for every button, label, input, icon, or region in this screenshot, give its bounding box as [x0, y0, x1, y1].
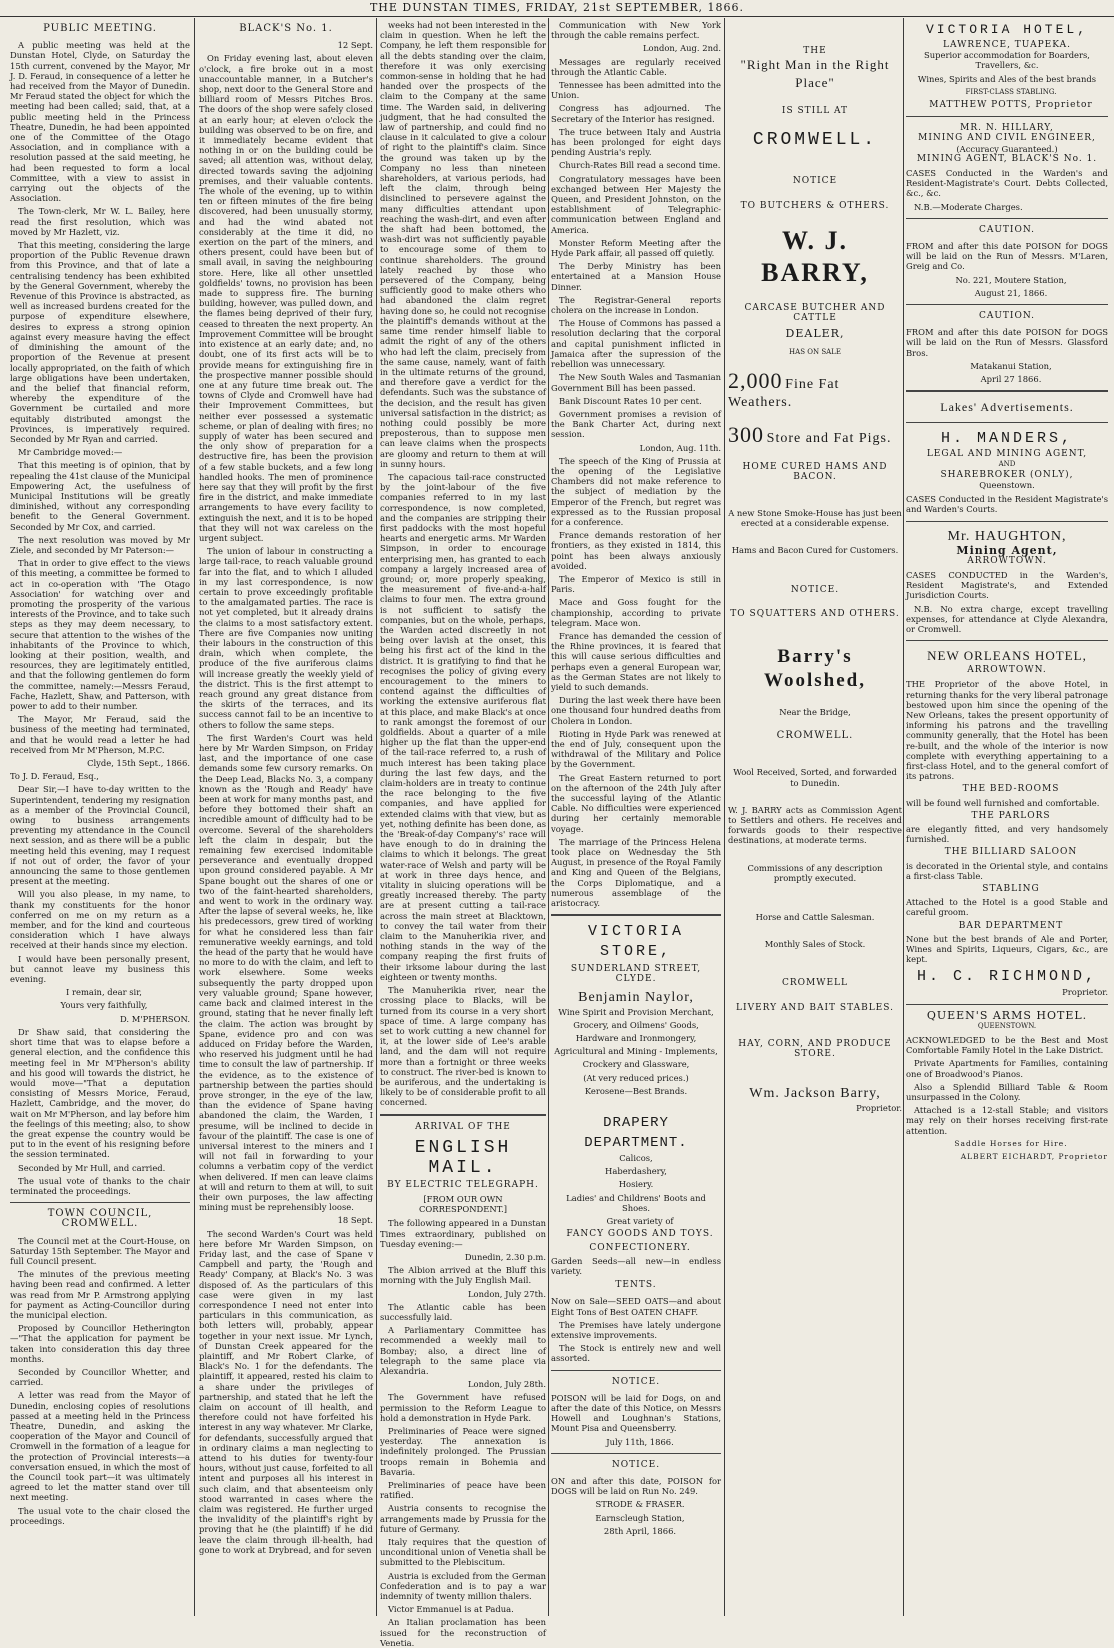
paragraph: France demands restoration of her frontiers, as they existed in 1814, this point has been always anxiously avoided. [551, 530, 721, 571]
queens-arms-title: QUEEN'S ARMS HOTEL. [926, 1008, 1088, 1022]
divider [906, 422, 1108, 423]
hillary-nb: N.B.—Moderate Charges. [914, 201, 1023, 212]
barry-name: W. J. BARRY, [761, 225, 869, 287]
paragraph: Austria consents to recognise the arrangements made by Prussia for the future of Germany. [380, 1503, 546, 1534]
spacer [728, 989, 902, 1003]
barry-signature: Wm. Jackson Barry, [749, 1086, 881, 1102]
divider [906, 1004, 1108, 1005]
caution-2-title: CAUTION. [978, 311, 1036, 322]
paragraph: Haberdashery, [605, 1166, 667, 1177]
spacer [728, 92, 902, 106]
paragraph: Congratulatory messages have been exchanged between Her Majesty the Queen, and President Johnston, on the establishment of Telegraphic-communication between England and America. [551, 173, 721, 235]
dealer: DEALER, [785, 327, 845, 341]
paragraph: Will you also please, in my name, to thank my constituents for the honor conferred on me on my return as a member, and for the kind and courteous consideration which I have always received at their hands since my election. [10, 889, 190, 951]
mail-dateline: Dunedin, 2.30 p.m. [464, 1251, 546, 1262]
variety-1: Great variety of [606, 1216, 674, 1227]
hams-cured: Hams and Bacon Cured for Customers. [731, 545, 899, 556]
mail-date-jul28: London, July 28th. [467, 1379, 546, 1390]
paragraph: Dear Sir,—I have to-day written to the Superintendent, tendering my resignation as a member of the Provincial Council, owing to business arrangements preventing my attendance in the Council next session, and as there will be a public meeting held this evening, may I request if not out of order, the favor of your announcing the same to those gentlemen present at the meeting. [10, 784, 190, 887]
paragraph: Preliminaries of peace have been ratified. [380, 1480, 546, 1501]
spacer [728, 448, 902, 462]
paragraph: Crockery and Glassware, [582, 1059, 690, 1070]
paragraph: The marriage of the Princess Helena took place on Wednesday the 5th August, in presence of the Royal Family and King and Queen of the Belgians, the Corps Diplomatique, and a numerous assemblage of the aristocracy. [551, 836, 721, 909]
paragraph: Bank Discount Rates 10 per cent. [559, 395, 702, 406]
hillary-title: MINING AND CIVIL ENGINEER, [918, 133, 1096, 144]
bedrooms-heading: THE BED-ROOMS [962, 784, 1060, 795]
spacer [728, 925, 902, 939]
billiard-body: is decorated in the Oriental style, and contains a first-class Table. [906, 860, 1108, 881]
paragraph: The Emperor of Mexico is still in Paris. [551, 573, 721, 595]
paragraph: A Parliamentary Committee has recommended a weekly mail to Bombay; also, a direct line of telegraph to the same place via Alexandria. [380, 1325, 546, 1376]
drapery-title: DRAPERY DEPARTMENT. [584, 1115, 688, 1152]
spacer [728, 559, 902, 585]
paragraph: Preliminaries of Peace were signed yesterday. The annexation is indefinitely prolonged. The Prussian troops remain in Bohemia and Bavaria. [380, 1426, 546, 1477]
blacks-date-2: 18 Sept. [337, 1215, 373, 1226]
hillary-name: MR. N. HILLARY, [960, 123, 1054, 134]
paragraph: The Great Eastern returned to port on the afternoon of the 24th July after the successful laying of the Atlantic Cable. No difficulties were experienced during her certainly memorable voyage. [551, 772, 721, 834]
town-council-heading: TOWN COUNCIL, CROMWELL. [47, 1208, 153, 1230]
column-rule [376, 18, 377, 1616]
notice-1-date: July 11th, 1866. [606, 1436, 674, 1447]
pigs-count: 300 [728, 421, 764, 447]
divider [906, 640, 1108, 641]
mail-arrival: The Albion arrived at the Bluff this morning with the July English Mail. [380, 1265, 546, 1286]
column-5 [728, 20, 902, 1615]
variety-2: FANCY GOODS AND TOYS. [566, 1229, 714, 1240]
paragraph: That this meeting, considering the large proportion of the Public Revenue drawn from this Province, and that of late a centralising tendency has been exhibited by the General Government, whereby the Revenue of this Province is abstracted, as well as increased burdens created for the purpose of expenditure elsewhere, desires to express a strong opinion against every measure having the effect of diminishing the amount of the proportion of the Revenue at present locally appropriated, on the faith of which large obligations have been undertaken, and the belief that financial reform, whereby the expenditure of the Government be curtailed and more equitably distributed amongst the Provinces, is imperatively required. Seconded by Mr Ryan and carried. [10, 240, 190, 444]
mail-continued [551, 20, 721, 40]
column-3 [380, 20, 546, 1648]
paragraph: The usual vote of thanks to the chair terminated the proceedings. [10, 1175, 190, 1196]
column-6 [906, 20, 1108, 1615]
paragraph: Italy requires that the question of unconditional union of Venetia shall be submitted to the Plebiscitum. [380, 1537, 546, 1568]
paragraph: weeks had not been interested in the claim in question. When he left the Company, he left them responsible for all the debts standing over the claim, therefore it was only exercising common-sense in holding that he had handed over the prospects of the claim to the Company at the same time. The Warden said, in delivering judgment, that he had consulted the law of partnership, and could find no clause in it calculated to give a colour of right to the plaintiff's claim. Since the ground was taken up by the Company no less than nineteen shareholders, at various periods, had left the claim, through being disinclined to persevere against the many difficulties attendant upon reaching the wash-dirt, and even after the shaft had been bottomed, the wash-dirt was not sufficiently payable to encourage some of them to continue shareholders. The ground lately reached by those who persevered of the Company, being sufficiently good to make others who had abandoned the claim regret having done so, he could not recognise the plaintiff's demands without at the same time render himself liable to admit the right of any of the others who had left the claim, precisely from the same cause, namely, want of faith in the ultimate returns of the ground, and therefore gave a verdict for the defendants. Such was the substance of the decision, and the result has given universal satisfaction in the district; as nothing could possibly be more preposterous, than to suppose men can leave claims when the prospects are gloomy and return to them at will in sunny hours. [380, 20, 546, 469]
divider [10, 1202, 190, 1203]
paragraph: Mace and Goss fought for the championship, according to private telegram. Mace won. [551, 597, 721, 628]
paragraph: The usual vote to the chair closed the proceedings. [10, 1505, 190, 1526]
haughton-title: Mining Agent, [956, 543, 1058, 557]
billiard-heading: THE BILLIARD SALOON [944, 847, 1078, 858]
victoria-hotel-body: Superior accommodation for Boarders, Travellers, &c. [924, 50, 1090, 71]
mail-correspondent: [FROM OUR OWN CORRESPONDENT.] [418, 1193, 507, 1215]
paragraph: Ladies' and Childrens' Boots and Shoes. [566, 1192, 706, 1213]
paragraph: A letter was read from the Mayor of Dunedin, enclosing copies of resolutions passed at a meeting held in the Princess Theatre, Dunedin, and asking the cooperation of the Mayor and Council of Cromwell in the formation of a league for the protection of Provincial interests—a conversation ensued, in which the most of the Council took part—it was ultimately agreed to let the matter stand over till next meeting. [10, 1390, 190, 1503]
manders-title: LEGAL AND MINING AGENT, [926, 449, 1088, 460]
paragraph: The Council met at the Court-House, on Saturday 15th September. The Mayor and full Council present. [10, 1235, 190, 1266]
garden-seeds: Garden Seeds—all new—in endless variety. [551, 1255, 721, 1276]
column-rule [548, 18, 549, 1616]
caution-1-date: August 21, 1866. [974, 287, 1048, 298]
blacks-body-1 [199, 53, 373, 1212]
victoria-store-owner: Benjamin Naylor, [578, 989, 694, 1005]
paragraph: Agricultural and Mining - Implements, [554, 1046, 718, 1057]
haughton-name: Mr. HAUGHTON, [947, 528, 1067, 544]
caution-1-title: CAUTION. [978, 224, 1036, 235]
mail-date-aug2: London, Aug. 2nd. [643, 43, 721, 54]
victoria-store-lines [551, 1007, 721, 1096]
victoria-hotel-wines: Wines, Spirits and Ales of the best brands [917, 73, 1097, 84]
divider [906, 390, 1108, 392]
new-orleans-title: NEW ORLEANS HOTEL, [927, 648, 1087, 664]
stabling-heading: STABLING [982, 883, 1040, 894]
parlors-heading: THE PARLORS [971, 810, 1051, 821]
hay-corn-store: HAY, CORN, AND PRODUCE STORE. [738, 1038, 892, 1060]
letter-addressee: To J. D. Feraud, Esq., [10, 771, 99, 782]
masthead [0, 0, 1114, 17]
spacer [728, 595, 902, 609]
mail-intro: The following appeared in a Dunstan Times extraordinary, published on Tuesday evening:— [380, 1218, 546, 1249]
spacer [728, 289, 902, 303]
spacer [728, 693, 902, 707]
public-meeting-body [10, 40, 190, 755]
paragraph: The Manuherikia river, near the crossing place to Blacks, will be turned from its course in a very short space of time. A large company has set to work cutting a new channel for it, at the lower side of Lee's arable land, and the dam will not require more than a fortnight or three weeks to construct. The river-bed is known to be auriferous, and the undertaking is likely to be of considerable profit to all concerned. [380, 985, 546, 1108]
near-the-bridge: Near the Bridge, [779, 707, 851, 718]
paragraph: Dr Shaw said, that considering the short time that was to elapse before a general election, and the confidence this meeting feel in Mr M'Pherson's ability and his good will towards the district, he would move—"That a deputation consisting of Messrs Morice, Feraud, Hazlett, Cambridge, and the mover, do wait on Mr M'Pherson, and lay before him the feelings of this meeting; also, to show the great expense the country would be put to in the event of his resigning before the session terminated. [10, 1026, 190, 1160]
paragraph: The Derby Ministry has been entertained at a Mansion House Dinner. [551, 261, 721, 292]
divider [380, 1114, 546, 1116]
new-orleans-body: THE Proprietor of the above Hotel, in returning thanks for the very liberal patronage bestowed upon him since the opening of the New Orleans, takes the present opportunity of informing his patrons and the travelling community generally, that the Hotel has been re-built, and the whole of the interior is now complete with everything appertaining to a first-class Hotel, and to the general comfort of its patrons. [906, 679, 1108, 782]
cromwell-heading-1: CROMWELL. [752, 130, 878, 151]
notice-heading-2: NOTICE. [790, 584, 840, 595]
has-on-sale: HAS ON SALE [789, 348, 841, 357]
paragraph: France has demanded the cession of the Rhine provinces, it is feared that this will cause serious difficulties and perhaps even a general European war, as the German States are not likely to yield to such demands. [551, 630, 721, 692]
barry-the: THE [803, 46, 827, 56]
paragraph: Mr Cambridge moved:— [18, 447, 123, 458]
spacer [728, 20, 902, 46]
mail-jul28-body [380, 1392, 546, 1648]
cromwell-heading-2: CROMWELL. [776, 730, 854, 742]
blacks-date-1: 12 Sept. [337, 40, 373, 51]
spacer [728, 791, 902, 805]
queens-arms-body: ACKNOWLEDGED to be the Best and Most Comfortable Family Hotel in the Lake District. [906, 1035, 1108, 1056]
paragraph: Wine Spirit and Provision Merchant, [558, 1006, 714, 1017]
spacer [728, 1059, 902, 1085]
victoria-store-title: VICTORIA STORE, [587, 923, 684, 961]
notice-2-title: NOTICE. [611, 1459, 661, 1470]
notice-2-place: Earnscleugh Station, [595, 1512, 685, 1523]
paragraph: Seconded by Councillor Whetter, and carried. [10, 1366, 190, 1388]
paragraph: Monster Reform Meeting after the Hyde Park affair, all passed off quietly. [551, 237, 721, 259]
mail-aug2-body [551, 57, 721, 440]
letter-signature: D. M'PHERSON. [119, 1013, 190, 1024]
mail-date-jul27: London, July 27th. [467, 1288, 546, 1299]
spacer [728, 531, 902, 545]
cromwell-heading-3: CROMWELL [781, 978, 849, 989]
wool-received: Wool Received, Sorted, and forwarded to Dunedin. [733, 767, 897, 788]
paragraph: Church-Rates Bill read a second time. [559, 160, 721, 171]
paragraph: The first Warden's Court was held here by Mr Warden Simpson, on Friday last, and the importance of one case demands some few cursory remarks. On the Deep Lead, Blacks No. 3, a company known as the 'Rough and Ready' have been at work for many months past, and before they bottomed their shaft an incredible amount of difficulty had to be overcome. Several of the shareholders left the claim in despair, but the remaining few exercised indomitable perseverance and eventually dropped upon ground considered payable. A Mr Spane bought out the shares of one or two of the faint-hearted shareholders, and went to work in the ordinary way. After the lapse of several weeks, he, like his predecessors, grew tired of working for what he considered less than fair remunerative weekly earnings, and told the head of the party that he would have no more to do with the claim, and left to work elsewhere. Some weeks subsequently the party dropped upon very valuable ground; Spane however, came back and claimed interest in the ground, stating that he never finally left the claim. The action was brought by Spane, evidence pro and con was adduced on Friday before the Warden, who reserved his judgment until he had time to consult the law of partnership. If the evidence, as to the existence of partnership between the parties should prove stronger, in the eye of the law, than the evidence of Spane having abandoned the claim, the Warden, I presume, will be inclined to decide in favour of the plaintiff. The case is one of universal interest to the miners and I will not fail in forwarding to your columns a verbatim copy of the verdict when delivered. If men can leave claims at will and return to them at will, to suit their own purposes, the law affecting mining must be reprehensibly loose. [199, 732, 373, 1213]
seed-oats: Now on Sale—SEED OATS—and about Eight Tons of Best OATEN CHAFF. [551, 1296, 721, 1317]
caution-2-body: FROM and after this date POISON for DOGS will be laid on the Run of Messrs. Glassford Bros. [906, 327, 1108, 358]
paragraph: Kerosene—Best Brands. [584, 1085, 688, 1096]
horse-salesman: Horse and Cattle Salesman. [755, 912, 875, 923]
variety-3: CONFECTIONERY. [589, 1242, 691, 1253]
queens-arms-proprietor: ALBERT EICHARDT, Proprietor [960, 1152, 1108, 1162]
hillary-agent: MINING AGENT, BLACK'S No. 1. [916, 153, 1098, 164]
letter-close-2: Yours very faithfully, [60, 1000, 148, 1011]
pigs-label: Store and Fat Pigs. [766, 430, 892, 446]
barrys-woolshed: Barry's Woolshed, [764, 646, 866, 692]
paragraph: Government promises a revision of the Bank Charter Act, during next session. [551, 408, 721, 440]
caution-1-body: FROM and after this date POISON for DOGS will be laid on the Run of Messrs. M'Laren, Greig and Co. [906, 241, 1108, 272]
notice-2-body: ON and after this date, POISON for DOGS will be laid on Run No. 249. [551, 1475, 721, 1497]
paragraph: Grocery, and Oilmens' Goods, [573, 1019, 699, 1030]
blacks-body-2 [199, 1229, 373, 1556]
caution-2-date: April 27 1866. [980, 374, 1042, 385]
premises: The Premises have lately undergone extensive improvements. [551, 1319, 721, 1340]
town-council-body [10, 1236, 190, 1526]
letter-close: I remain, dear sir, [66, 987, 142, 998]
livery-stables: LIVERY AND BAIT STABLES. [736, 1002, 894, 1013]
commission-agent: W. J. BARRY acts as Commission Agent to Settlers and others. He receives and forwards goods to their respective destinations, at moderate terms. [728, 804, 902, 846]
letter-body [10, 784, 190, 984]
paragraph: Messages are regularly received through the Atlantic Cable. [551, 56, 721, 77]
public-meeting-conclusion [10, 1027, 190, 1196]
queens-arms-saddle: Saddle Horses for Hire. [954, 1138, 1068, 1148]
home-cured-hams: HOME CURED HAMS AND BACON. [742, 461, 888, 482]
richmond-proprietor: Proprietor. [1062, 987, 1108, 998]
divider [906, 521, 1108, 522]
notice-1-title: NOTICE. [611, 1376, 661, 1387]
spacer [551, 1099, 721, 1113]
parlors-body: are elegantly fitted, and very handsomely furnished. [906, 823, 1108, 845]
wethers-label: Fine Fat Weathers. [728, 376, 840, 410]
queens-arms-stable: Attached is a 12-stall Stable; and visitors may rely on their horses receiving first-rate attention. [906, 1105, 1108, 1136]
mail-aug11-body [551, 456, 721, 909]
paragraph: Rioting in Hyde Park was renewed at the end of July, consequent upon the withdrawal of the Military and Police by the Government. [551, 728, 721, 770]
carcase-butcher: CARCASE BUTCHER AND CATTLE [744, 302, 886, 324]
commissions: Commissions of any description promptly executed. [747, 862, 883, 883]
barry-proprietor: Proprietor. [856, 1103, 902, 1114]
notice-1-body: POISON will be laid for Dogs, on and after the date of this Notice, on Messrs Howell and Loughnan's Stations, Mount Pisa and Queensberry. [551, 1392, 721, 1434]
mail-jul27-body [380, 1302, 546, 1376]
spacer [728, 717, 902, 731]
column-rule [194, 18, 195, 1616]
paragraph: The Atlantic cable has been successfully laid. [380, 1301, 546, 1322]
paragraph: The next resolution was moved by Mr Ziele, and seconded by Mr Paterson:— [10, 534, 190, 555]
spacer [728, 619, 902, 645]
queens-arms-billiard: Also a Splendid Billiard Table & Room unsurpassed in the Colony. [906, 1081, 1108, 1103]
to-butchers: TO BUTCHERS & OTHERS. [740, 200, 890, 211]
paragraph: Seconded by Mr Hull, and carried. [18, 1162, 166, 1173]
queens-arms-apartments: Private Apartments for Families, containing one of Broadwood's Pianos. [906, 1058, 1108, 1079]
paragraph: Calicos, [619, 1153, 653, 1164]
paragraph: The Registrar-General reports cholera on the increase in London. [551, 294, 721, 316]
paragraph: The New South Wales and Tasmanian Government Bill has been passed. [551, 372, 721, 393]
paragraph: I would have been personally present, but cannot leave my business this evening. [10, 953, 190, 985]
hillary-cases: CASES Conducted in the Warden's and Resident-Magistrate's Court. Debts Collected, &c., &c. [906, 168, 1108, 199]
caution-1-station: No. 221, Moutere Station, [955, 274, 1067, 285]
notice-2-date: 28th April, 1866. [603, 1525, 677, 1536]
blacks-heading: BLACK'S No. 1. [239, 23, 333, 34]
is-still-at: IS STILL AT [781, 106, 849, 117]
victoria-hotel-place: LAWRENCE, TUAPEKA. [943, 40, 1071, 50]
new-orleans-place: ARROWTOWN. [967, 665, 1047, 676]
column-rule [724, 18, 725, 1616]
spacer [728, 211, 902, 225]
manders-sharebroker: SHAREBROKER (ONLY), [940, 469, 1074, 480]
masthead-title: THE DUNSTAN TIMES, FRIDAY, 21st SEPTEMBER, 1866. [369, 1, 745, 14]
paragraph: The speech of the King of Prussia at the opening of the Legislative Chambers did not make reference to the subject of mediation by the Emperor of the French, but regret was expressed as to the Russian proposal for a conference. [551, 455, 721, 527]
victoria-hotel-title: VICTORIA HOTEL, [925, 22, 1089, 37]
spacer [728, 150, 902, 176]
divider [551, 1370, 721, 1371]
wethers-count: 2,000 [728, 367, 783, 393]
spacer [728, 952, 902, 978]
column-2 [199, 20, 373, 1615]
paragraph: An Italian proclamation has been issued for the reconstruction of Venetia. [380, 1617, 546, 1648]
paragraph: Hardware and Ironmongery, [575, 1033, 697, 1044]
haughton-place: ARROWTOWN. [967, 555, 1047, 566]
spacer [728, 849, 902, 863]
bar-body: None but the best brands of Ale and Porter, Wines and Spirits, Liqueurs, Cigars, &c., are kept. [906, 933, 1108, 965]
column-1 [10, 20, 190, 1615]
stock: The Stock is entirely new and well assorted. [551, 1343, 721, 1364]
manders-place: Queenstown. [979, 479, 1035, 490]
hillary-accuracy: (Accuracy Guaranteed.) [956, 143, 1058, 154]
divider [906, 304, 1108, 305]
paragraph: The Mayor, Mr Feraud, said the business of the meeting had terminated, and that he would read a letter he had received from Mr M'Pherson, M.P.C. [10, 714, 190, 755]
paragraph: Tennessee has been admitted into the Union. [551, 80, 721, 101]
spacer [728, 116, 902, 130]
paragraph: Proposed by Councillor Hetherington—"That the application for payment be taken into consideration this day three months. [10, 1323, 190, 1364]
divider [906, 218, 1108, 219]
bar-heading: BAR DEPARTMENT [958, 920, 1064, 931]
lakes-advertisements: Lakes' Advertisements. [940, 400, 1074, 415]
monthly-sales: Monthly Sales of Stock. [764, 939, 866, 950]
paragraph: The Government have refused permission to the Reform League to hold a demonstration in Hyde Park. [380, 1392, 546, 1423]
haughton-cases: CASES CONDUCTED in the Warden's, Resident Magistrate's, and Extended Jurisdiction Courts. [906, 569, 1108, 601]
notice-heading-1: NOTICE [792, 176, 838, 187]
mail-heading-2: ENGLISH MAIL. [414, 1137, 512, 1178]
divider [551, 914, 721, 916]
right-man-heading: "Right Man in the Right Place" [740, 57, 890, 91]
paragraph: (At very reduced prices.) [583, 1072, 689, 1083]
smokehouse: A new Stone Smoke-House has just been erected at a considerable expense. [728, 508, 902, 529]
column-4 [551, 20, 721, 1615]
mail-heading-1: ARRIVAL OF THE [415, 1121, 511, 1132]
spacer [728, 187, 902, 201]
divider [551, 1453, 721, 1454]
spacer [728, 1013, 902, 1039]
paragraph: The Town-clerk, Mr W. L. Bailey, here read the first resolution, which was moved by Mr Hazlett, viz. [10, 206, 190, 237]
caution-2-station: Matakanui Station, [970, 360, 1052, 371]
queens-arms-place: QUEENSTOWN. [977, 1021, 1037, 1030]
paragraph: The truce between Italy and Austria has been prolonged for eight days pending Austria's reply. [551, 126, 721, 158]
blacks-continued [380, 20, 546, 1108]
mail-date-aug11: London, Aug. 11th. [639, 442, 721, 453]
tents-heading: TENTS. [615, 1280, 657, 1291]
victoria-hotel-stabling: FIRST-CLASS STABLING. [965, 87, 1057, 96]
paragraph: Hosiery. [618, 1179, 654, 1190]
paragraph: The minutes of the previous meeting having been read and confirmed. A letter was read from Mr P. Armstrong applying for payment as Acting-Councillor during the municipal election. [10, 1269, 190, 1320]
spacer [728, 886, 902, 912]
paragraph: A public meeting was held at the Dunstan Hotel, Clyde, on Saturday the 15th current, convened by the Mayor, Mr J. D. Feraud, in consequence of a letter he had received from the Mayor of Dunedin. Mr Feraud stated the object for which the meeting had been called; said, that, at a public meeting held in the Princess Theatre, Dunedin, he had been appointed one of the Committee of the Otago Association, and in compliance with a resolution passed at the said meeting, he had been requested to form a local Committee, with a view to assist in carrying out the objects of the Association. [10, 40, 190, 204]
paragraph: The House of Commons has passed a resolution declaring that the corporal and capital punishment inflicted in Jamaica after the supression of the rebellion was unnecessary. [551, 318, 721, 370]
manders-and: AND [998, 460, 1016, 469]
stabling-body: Attached to the Hotel is a good Stable and careful groom. [906, 897, 1108, 918]
paragraph: Victor Emmanuel is at Padua. [388, 1604, 514, 1615]
haughton-nb: N.B. No extra charge, except travelling expenses, for attendance at Clyde Alexandra, or Cromwell. [906, 603, 1108, 634]
spacer [728, 482, 902, 508]
paragraph: Austria is excluded from the German Confederation and is to pay a war indemnity of twenty million thalers. [380, 1570, 546, 1602]
mail-subheading: BY ELECTRIC TELEGRAPH. [387, 1179, 539, 1190]
paragraph: That this meeting is of opinion, that by repealing the 41st clause of the Municipal Empowering Act, the usefulness of Municipal Institutions will be greatly diminished, without any corresponding benefit to the General Government. Seconded by Mr Cox, and carried. [10, 460, 190, 532]
bedrooms-body: will be found well furnished and comfortable. [906, 797, 1100, 808]
to-squatters: TO SQUATTERS AND OTHERS. [730, 608, 900, 619]
paragraph: Communication with New York through the cable remains perfect. [551, 20, 721, 41]
victoria-hotel-proprietor: MATTHEW POTTS, Proprietor [929, 100, 1093, 111]
manders-name: H. MANDERS, [940, 430, 1074, 448]
paragraph: The second Warden's Court was held here before Mr Warden Simpson, on Friday last, and the case of Spane v Campbell and party, the 'Rough and Ready' Company, at Black's No. 3 was disposed of. As the particulars of this case were given in my last correspondence I need not enter into particulars in this communication, as both letters will, probably, appear together in your next issue. Mr Lynch, of Dunstan Creek appeared for the plaintiff, and Mr Robert Clarke, of Black's No. 1 for the defendants. The plaintiff, it appeared, rested his claim to a share under the privileges of partnership, and stated that he left the claim on account of ill health, and therefore could not have forfeited his interest in any way whatever. Mr Clarke, for defendants, successfully argued that in ordinary claims a man neglecting to attend to his duties for twenty-four hours, without just cause, forfeited to all intent and purposes all his interest in such claim, and that absenteeism only stood warranted in cases where the claim was registered. He further urged the invalidity of the plaintiff's right by proving that he (the plaintiff) if he did leave the claim through ill-health, had gone to work at Drybread, and for seven [199, 1228, 373, 1555]
victoria-store-address: SUNDERLAND STREET, CLYDE. [570, 964, 702, 985]
divider [906, 116, 1108, 117]
public-meeting-heading: PUBLIC MEETING. [43, 23, 157, 34]
column-rule [903, 18, 904, 1616]
letter-date: Clyde, 15th Sept., 1866. [87, 758, 190, 769]
paragraph: On Friday evening last, about eleven o'clock, a fire broke out in a most unaccountable manner, in a Butcher's shop, next door to the General Store and billiard room of Messrs Pitches Bros. The doors of the shop were safely closed at an early hour; at eleven o'clock the building was observed to be on fire, and it immediately became evident that nothing in or on the building could be saved; all attention was, without delay, directed towards saving the adjoining premises, and their valuable contents. The whole of the evening, up to within ten or fifteen minutes of the fire being discovered, had been unusually stormy, and had the wind abated not considerably at the time it did, no exertion on the part of the miners, and others present, could have been but of small avail, in saving the neighbouring store. Here, like all other unsettled goldfields' towns, no provision has been made to suppress fire. The burning building, however, was pulled down, and the flames being deprived of their fury, ceased to threaten the next property. An Improvement Committee will be brought into existence at an early date; and, no doubt, one of its first acts will be to provide means for extinguishing fire in the prospective manner possible should one at any future time break out. The towns of Clyde and Cromwell have had their Improvement Committees, but neither ever possessed a systematic scheme, or plan of dealing with fires; no supply of water has been secured and the only show of preparation for a destructive fire, has been the provision of a few stable buckets, and a few long handled hooks. The men of prominence here say that they will profit by the first fire in the district, and make immediate arrangements to have every facility to extinguish the next, and it is to be hoped that they will not wax careless on the urgent subject. [199, 53, 373, 543]
notice-2-signer: STRODE & FRASER. [595, 1499, 685, 1510]
paragraph: Congress has adjourned. The Secretary of the Interior has resigned. [551, 103, 721, 124]
manders-cases: CASES Conducted in the Resident Magistrate's and Warden's Courts. [906, 494, 1108, 515]
spacer [728, 741, 902, 767]
paragraph: That in order to give effect to the views of this meeting, a committee be formed to act in co-operation with 'The Otago Association' for watching over and promoting the prosperity of the various interests of the Province, and to take such steps as they may deem necessary, to secure that attention to the wishes of the inhabitants of the Province to which, looking at their position, wealth, and resources, they are legitimately entitled, and that the following gentlemen do form the committee, namely:—Messrs Feraud, Fache, Hazlett, Shaw, and Patterson, with power to add to their number. [10, 558, 190, 711]
drapery-lines [551, 1153, 721, 1213]
paragraph: The union of labour in constructing a large tail-race, to reach valuable ground far into the flat, and to which I alluded in my last correspondence, is now certain to prove exceedingly profitable to the amalgamated parties. The race is not yet completed, but it already drains the claims to a most satisfactory extent. There are five Companies now uniting their labours in the construction of this drain, which when complete, the produce of the five auriferous claims will increase greatly the weekly yield of the district. This is the first attempt to reach ground any great distance from the skirts of the terraces, and its success cannot fail to be an incentive to others to follow the same steps. [199, 546, 373, 730]
richmond-name: H. C. RICHMOND, [916, 968, 1098, 986]
paragraph: During the last week there have been one thousand four hundred deaths from Cholera in London. [551, 695, 721, 726]
paragraph: The capacious tail-race constructed by the joint-labour of the five companies referred to in my last correspondence, is now completed, and the companies are stripping their first paddocks with the most hopeful hearts and energetic arms. Mr Warden Simpson, in order to encourage enterprising men, has granted to each company a largely increased area of ground; or, more properly speaking, the measurement of five-and-a-half claims to four men. The extra ground is not sufficient to satisfy the companies, but on the whole, perhaps, the Warden acted discreetly in not being over lavish at the onset, this being his first act of the kind in the district. It is gratifying to find that he recognises the policy of giving every encouragement to the miners to contend against the difficulties of working the extensive auriferous flat at this place, and make Black's at once to rank amongst the foremost of our goldfields. About a quarter of a mile higher up the flat than the upper-end of the tail-race referred to, a rush of much interest has been taking place during the last few days, and the claim-holders are in treaty to continue the race belonging to the five companies, and have applied for extended claims with that view, but as yet, nothing definite has been done, as the 'Break-of-day Company's' race will have enough to do in draining the claims to which it belongs. The great water-race of Welsh and party will be at work in three days hence, and vitality in sluicing operations will be greatly increased thereby. The party are at present cutting a tail-race across the main street at Blacktown, to convey the tail water from their claim to the Manuherikia river, and nothing stands in the way of the company reaping the first fruits of their irksome labour during the last eighteen or twenty months. [380, 471, 546, 982]
